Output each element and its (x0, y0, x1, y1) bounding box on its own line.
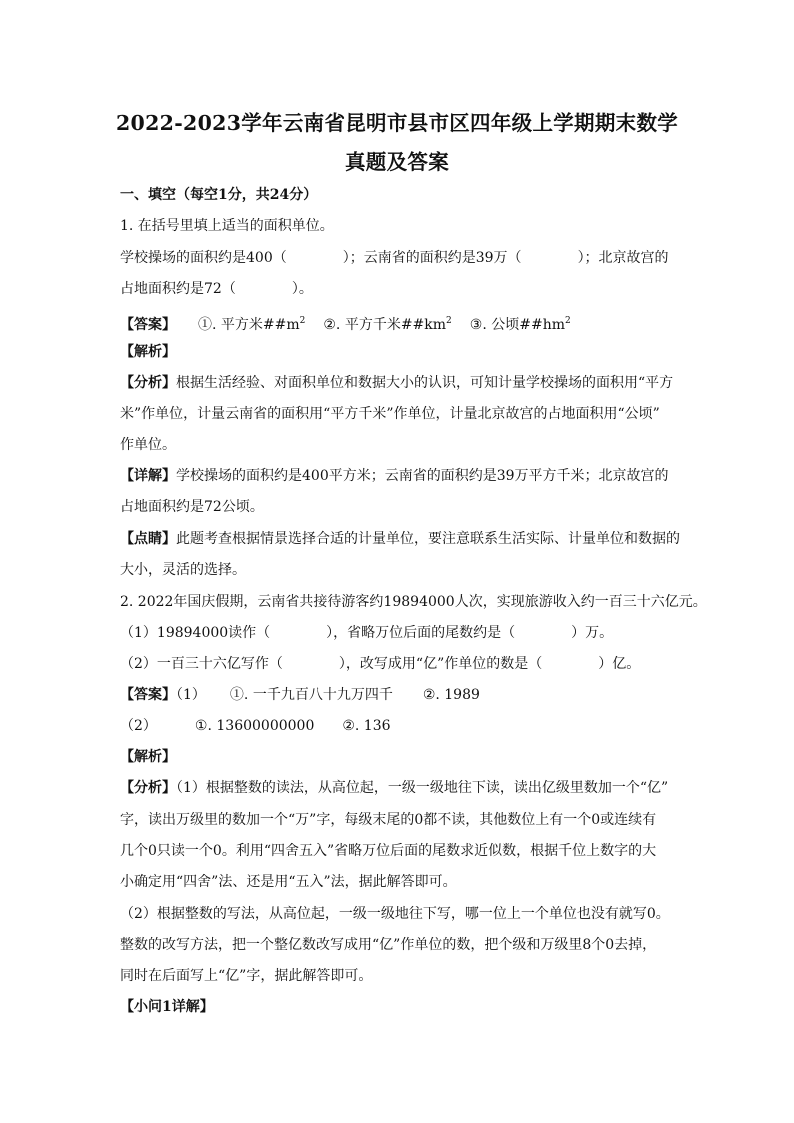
q2-fenxi-line5: （2）根据整数的写法，从高位起，一级一级地往下写，哪一位上一个单位也没有就写0。 (120, 906, 670, 922)
document-title-line2: 真题及答案 (345, 150, 449, 174)
q2-answer-1-1: ①. 一千九百八十九万四千 (229, 687, 393, 703)
q1-fenxi-text1: 根据生活经验、对面积单位和数据大小的认识，可知计量学校操场的面积用“平方 (176, 375, 674, 391)
q2-sub1-part-c: ）万。 (571, 625, 614, 641)
q1-fenxi-line2: 米”作单位，计量云南省的面积用“平方千米”作单位，计量北京故宫的占地面积用“公顷” (120, 406, 660, 422)
q2-fenxi-text1: （1）根据整数的读法，从高位起，一级一级地往下读，读出亿级里数加一个“亿” (176, 780, 669, 796)
q1-answer-3: ③. 公顷##hm (469, 317, 565, 333)
q1-answer-1-sup: 2 (299, 316, 306, 326)
q1-line1-part-b: ）；云南省的面积约是39万（ (342, 250, 522, 266)
q1-answer-1: ①. 平方米##m (198, 317, 300, 333)
q2-fenxi-tag: 【分析】 (120, 780, 176, 796)
q1-comment-tag: 【点睛】 (120, 531, 176, 547)
q1-line2-part-a: 占地面积约是72（ (120, 281, 236, 297)
q2-sub1-part-b: ），省略万位后面的尾数约是（ (326, 625, 516, 641)
q2-answer-line1 (120, 685, 480, 705)
q2-fenxi-line7: 同时在后面写上“亿”字，据此解答即可。 (120, 968, 373, 984)
q1-line2 (120, 279, 313, 299)
q2-subquestion-detail-heading: 【小问1详解】 (120, 999, 214, 1015)
q2-fenxi-line4: 小确定用“四舍”法、还是用“五入”法，据此解答即可。 (120, 874, 457, 890)
q1-answer-2: ②. 平方千米##km (323, 317, 447, 333)
q1-analysis-tag: 【解析】 (120, 344, 176, 360)
q2-answer-tag: 【答案】 (120, 687, 176, 703)
q2-answer-2-2: ②. 136 (342, 718, 391, 734)
q1-line1-part-c: ）；北京故宫的 (577, 250, 669, 266)
q2-fenxi-line6: 整数的改写方法，把一个整亿数改写成用“亿”作单位的数，把个级和万级里8个0去掉， (120, 937, 657, 953)
q1-stem: 1. 在括号里填上适当的面积单位。 (120, 218, 334, 234)
q2-answer-1-2: ②. 1989 (422, 687, 480, 703)
q2-fenxi-line3: 几个0只读一个0。利用“四舍五入”省略万位后面的尾数求近似数，根据千位上数字的大 (120, 843, 657, 859)
q1-line1 (120, 248, 669, 268)
q1-line1-part-a: 学校操场的面积约是400（ (120, 250, 287, 266)
q1-answer-tag: 【答案】 (120, 317, 176, 333)
q2-analysis-tag: 【解析】 (120, 749, 176, 765)
q1-answer (120, 311, 571, 335)
q1-detail-text1: 学校操场的面积约是400平方米；云南省的面积约是39万平方千米；北京故宫的 (176, 468, 669, 484)
document-title-line1: 2022-2023学年云南省昆明市县市区四年级上学期期末数学 (115, 111, 679, 135)
q2-fenxi-line2: 字，读出万级里的数加一个“万”字，每级末尾的0都不读，其他数位上有一个0或连续有 (120, 812, 657, 828)
q2-sub1-part-a: （1）19894000读作（ (120, 625, 271, 641)
q2-answer-2-1: ①. 13600000000 (194, 718, 315, 734)
q1-comment-text1: 此题考查根据情景选择合适的计量单位，要注意联系生活实际、计量单位和数据的 (176, 531, 680, 547)
q1-fenxi-tag: 【分析】 (120, 375, 176, 391)
q2-answer-1-label: （1） (176, 687, 206, 703)
q1-answer-3-sup: 2 (565, 316, 571, 326)
q2-answer-line2 (120, 716, 391, 736)
q2-sub2-part-c: ）亿。 (598, 656, 641, 672)
q2-sub1 (120, 623, 613, 643)
q2-stem: 2. 2022年国庆假期，云南省共接待游客约19894000人次，实现旅游收入约一百三十六亿元。 (120, 594, 707, 610)
q1-detail-tag: 【详解】 (120, 468, 176, 484)
q2-sub2 (120, 654, 640, 674)
q2-sub2-part-b: ），改写成用“亿”作单位的数是（ (338, 656, 543, 672)
q1-fenxi-line3: 作单位。 (120, 437, 176, 453)
section-heading: 一、填空（每空1分，共24分） (120, 187, 318, 203)
q1-fenxi-line1 (120, 373, 673, 393)
q2-sub2-part-a: （2）一百三十六亿写作（ (120, 656, 283, 672)
q2-answer-2-label: （2） (120, 718, 157, 734)
q1-detail-line1 (120, 466, 669, 486)
q2-fenxi-line1 (120, 778, 668, 798)
q1-comment-line2: 大小，灵活的选择。 (120, 562, 246, 578)
q1-comment-line1 (120, 529, 680, 549)
q1-detail-line2: 占地面积约是72公顷。 (120, 499, 264, 515)
q1-answer-2-sup: 2 (446, 316, 452, 326)
q1-line2-part-b: ）。 (291, 281, 313, 297)
